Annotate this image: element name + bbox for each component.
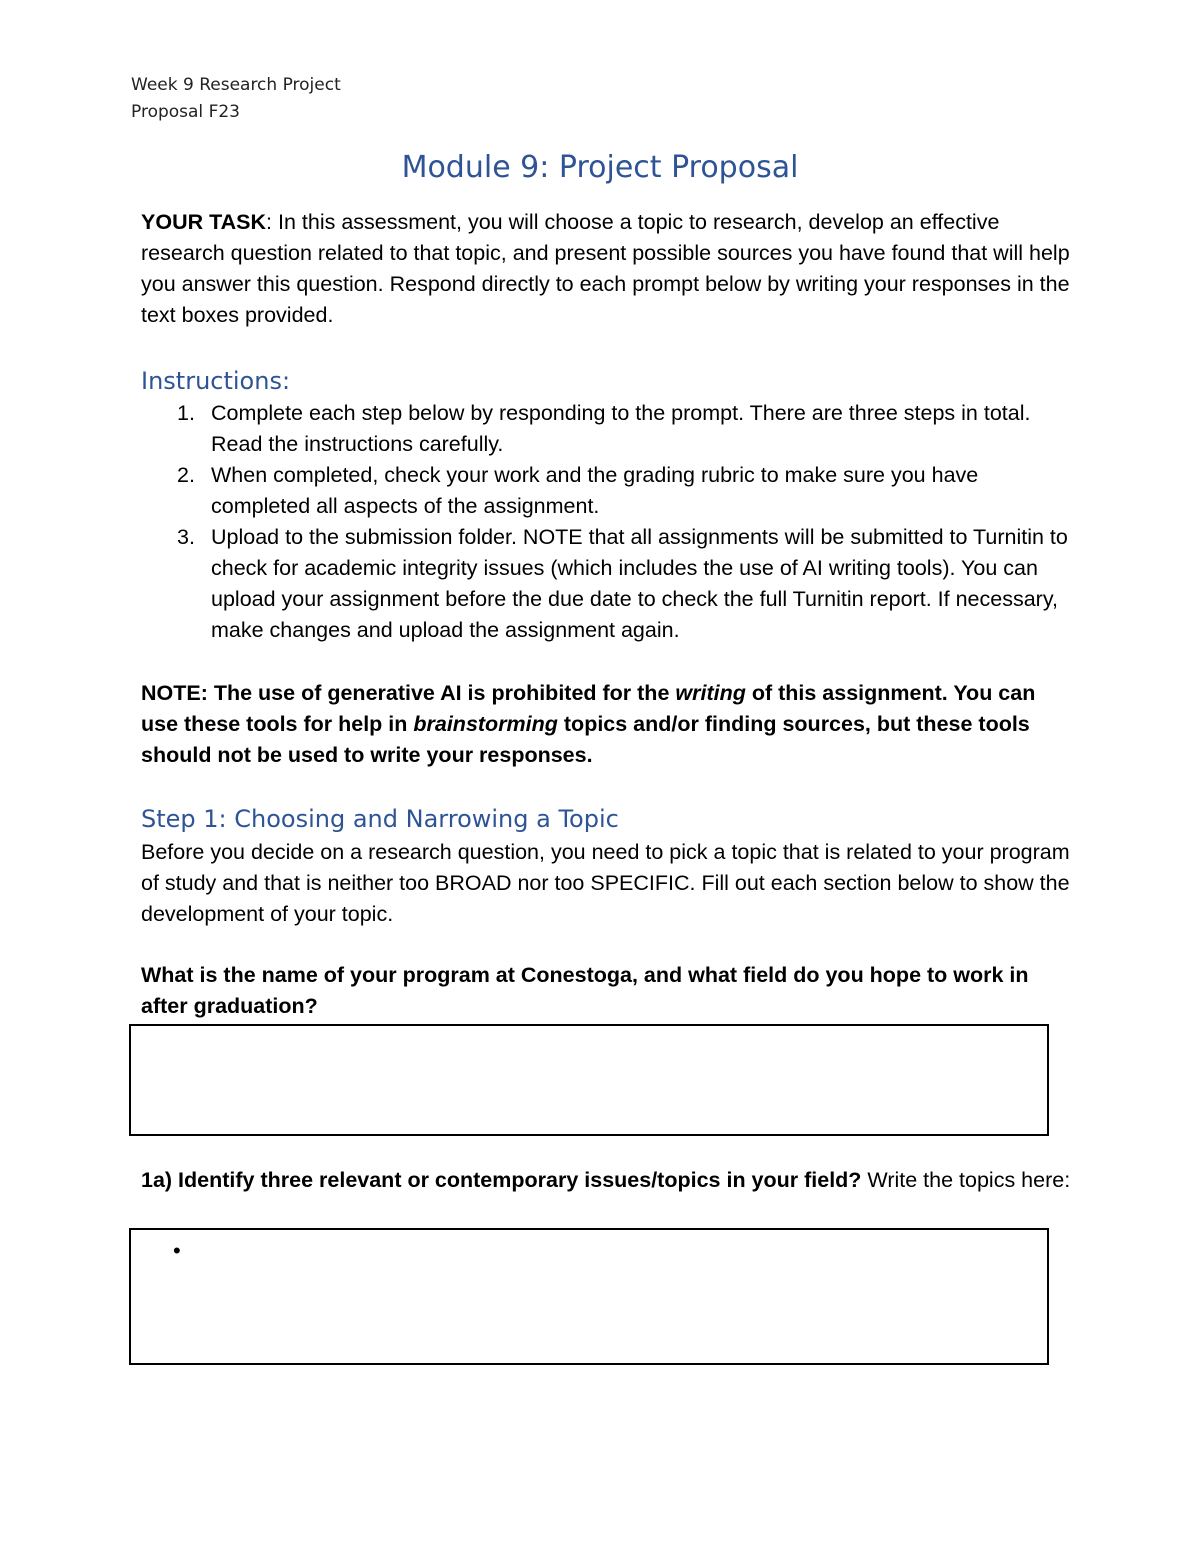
instructions-heading: Instructions: (141, 367, 291, 395)
task-text: : In this assessment, you will choose a topic to research, develop an effective research question related to that topic, and present possible sources you have found that will help you answer this question. Respond directly to each prompt below by writing your responses in the text boxes provided. (141, 210, 1070, 327)
question-1a-bold: 1a) Identify three relevant or contemporary issues/topics in your field? (141, 1168, 862, 1192)
step1-description: Before you decide on a research question, you need to pick a topic that is related to your program of study and that is neither too BROAD nor too SPECIFIC. Fill out each section below to show the development of your topic. (141, 840, 1070, 926)
note-emphasis-writing: writing (675, 681, 746, 705)
note-text-1: NOTE: The use of generative AI is prohibited for the (141, 681, 676, 705)
list-item-number: 3. (177, 525, 195, 549)
list-item (141, 460, 1071, 522)
question-1a-rest: Write the topics here: (861, 1168, 1071, 1192)
task-paragraph (141, 207, 1071, 331)
bullet-point: • (173, 1238, 181, 1263)
document-header (131, 72, 341, 126)
step1-heading: Step 1: Choosing and Narrowing a Topic (141, 805, 619, 833)
ai-note (141, 678, 1071, 771)
question-1a (141, 1165, 1071, 1196)
list-item (141, 398, 1071, 460)
header-line-2: Proposal F23 (131, 102, 240, 122)
note-emphasis-brainstorming: brainstorming (413, 712, 558, 736)
note-text-2: of this assignment. You can use these tools for help in (141, 681, 1036, 736)
list-item-number: 2. (177, 463, 195, 487)
list-item (141, 522, 1071, 646)
list-item-number: 1. (177, 401, 195, 425)
list-item-text: Complete each step below by responding to the prompt. There are three steps in total. Read the instructions carefully. (211, 401, 1031, 456)
instructions-list (141, 398, 1071, 646)
answer-box-topics[interactable] (129, 1228, 1049, 1365)
list-item-text: When completed, check your work and the grading rubric to make sure you have completed all aspects of the assignment. (211, 463, 979, 518)
task-label: YOUR TASK (141, 210, 267, 234)
list-item-text: Upload to the submission folder. NOTE that all assignments will be submitted to Turnitin to check for academic integrity issues (which includes the use of AI writing tools). You can upload your assignment before the due date to check the full Turnitin report. If necessary, make changes and upload the assignment again. (211, 525, 1068, 642)
question-program: What is the name of your program at Conestoga, and what field do you hope to work in after graduation? (141, 963, 1029, 1018)
note-text-3: topics and/or finding sources, but these tools should not be used to write your responses. (141, 712, 1030, 767)
header-line-1: Week 9 Research Project (131, 75, 341, 95)
page-title: Module 9: Project Proposal (401, 150, 799, 185)
answer-box-program[interactable] (129, 1024, 1049, 1136)
